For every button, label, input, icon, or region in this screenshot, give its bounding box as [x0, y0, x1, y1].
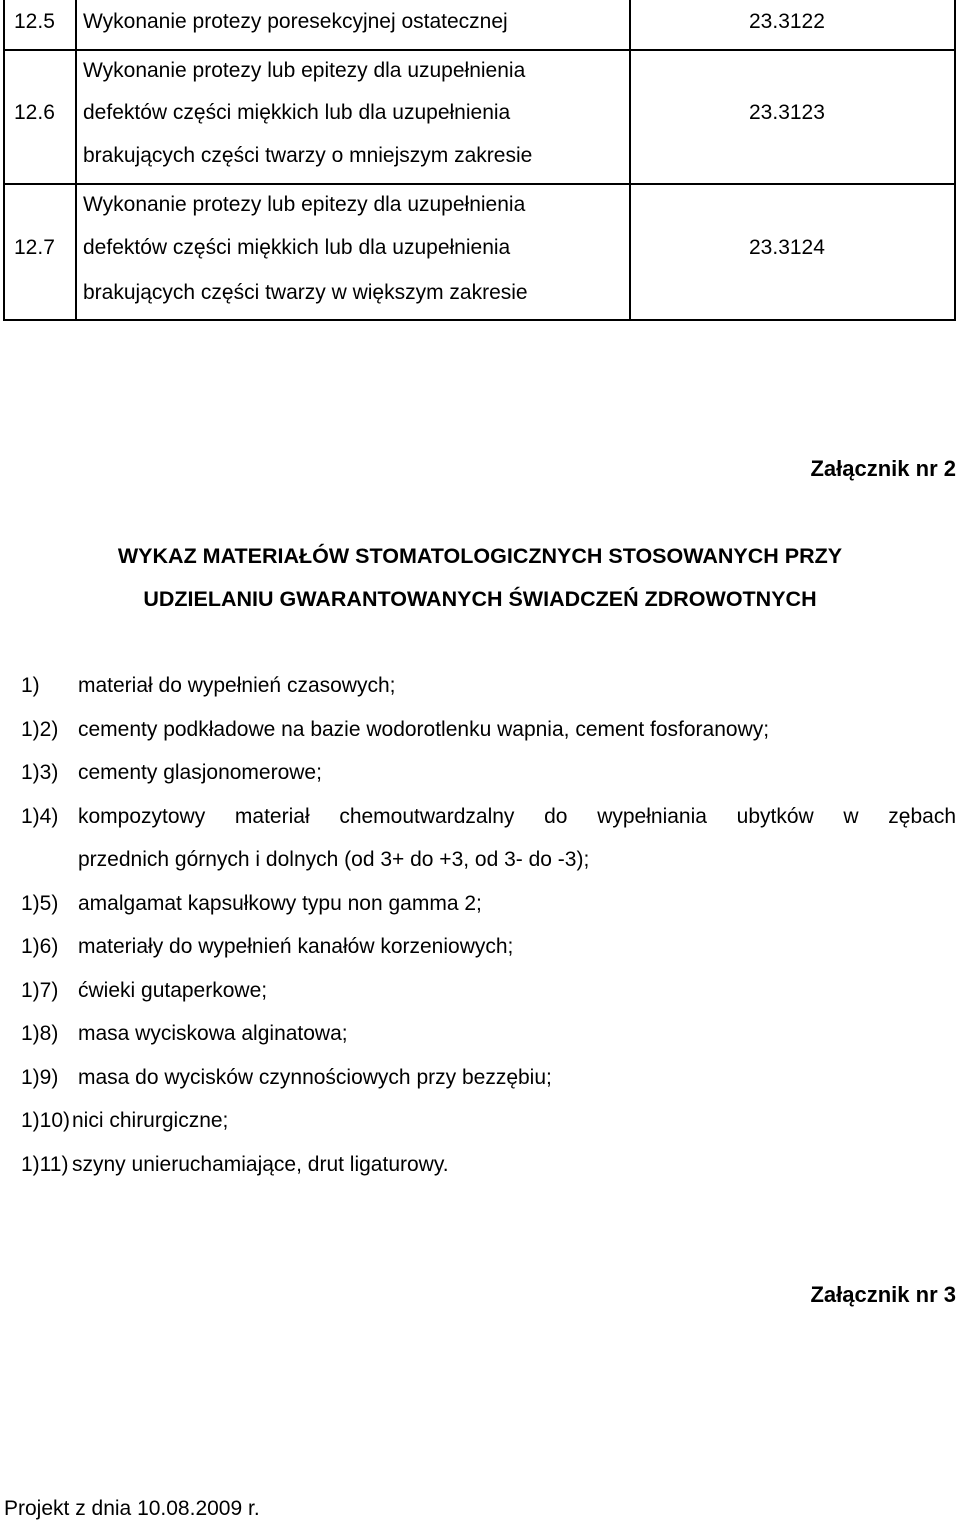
list-item-text: materiały do wypełnień kanałów korzeniowych; [78, 935, 514, 958]
list-item-number: 1)5) [21, 891, 59, 915]
list-item [21, 969, 960, 1013]
row-number: 12.6 [14, 101, 55, 124]
list-item [21, 925, 960, 969]
list-item-number: 1)10) [21, 1109, 71, 1132]
row-description-line: Wykonanie protezy lub epitezy dla uzupełnienia [83, 59, 526, 82]
list-item [21, 1143, 960, 1187]
list-item-text: cementy podkładowe na bazie wodorotlenku wapnia, cement fosforanowy; [78, 717, 770, 741]
row-description: Wykonanie protezy poresekcyjnej ostatecznej [83, 10, 508, 33]
list-item-number: 1)2) [21, 717, 59, 741]
list-item-text: szyny unieruchamiające, drut ligaturowy. [72, 1152, 449, 1176]
list-item [21, 664, 960, 708]
list-item [21, 882, 960, 926]
row-description-line: brakujących części twarzy o mniejszym zakresie [83, 144, 533, 167]
row-description-line: brakujących części twarzy w większym zakresie [83, 281, 528, 304]
list-item [21, 1012, 960, 1056]
list-item-text: masa do wycisków czynnościowych przy bezzębiu; [78, 1065, 552, 1089]
list-item-continuation: przednich górnych i dolnych (od 3+ do +3, od 3- do -3); [78, 848, 590, 871]
materials-list [21, 664, 960, 1186]
list-item-text: masa wyciskowa alginatowa; [78, 1022, 348, 1045]
table-divider [629, 0, 631, 319]
row-number: 12.7 [14, 236, 55, 259]
list-item-text: ćwieki gutaperkowe; [78, 978, 268, 1002]
row-description-line: defektów części miękkich lub dla uzupełnienia [83, 101, 511, 124]
list-item-text: nici chirurgiczne; [72, 1109, 229, 1132]
list-item [21, 1056, 960, 1100]
row-number: 12.5 [14, 10, 55, 33]
annex-2-label: Załącznik nr 2 [810, 456, 956, 481]
list-item-number: 1)6) [21, 935, 59, 958]
list-item-text: cementy glasjonomerowe; [78, 761, 322, 784]
annex-2-title-line-2: UDZIELANIU GWARANTOWANYCH ŚWIADCZEŃ ZDROWOTNYCH [143, 587, 817, 611]
list-item-number: 1)4) [21, 804, 59, 828]
row-description-line: defektów części miękkich lub dla uzupełnienia [83, 236, 511, 259]
list-item-text: materiał do wypełnień czasowych; [78, 674, 396, 697]
row-code: 23.3124 [749, 236, 825, 259]
annex-3-label: Załącznik nr 3 [810, 1282, 956, 1307]
list-item-number: 1)9) [21, 1065, 59, 1089]
row-code: 23.3123 [749, 101, 825, 124]
row-code: 23.3122 [749, 10, 825, 33]
list-item-number: 1)3) [21, 761, 59, 784]
annex-2-title-line-1: WYKAZ MATERIAŁÓW STOMATOLOGICZNYCH STOSOWANYCH PRZY [117, 544, 843, 568]
list-item [21, 1099, 960, 1143]
table-divider [75, 0, 77, 319]
list-item-number: 1)8) [21, 1022, 59, 1045]
list-item [21, 708, 960, 752]
list-item-number: 1) [21, 674, 40, 697]
list-item-text-wrap [78, 795, 956, 839]
list-item [21, 795, 960, 839]
procedures-table [3, 0, 956, 321]
list-item [21, 751, 960, 795]
list-item-text: amalgamat kapsułkowy typu non gamma 2; [78, 891, 482, 915]
draft-date-footer: Projekt z dnia 10.08.2009 r. [4, 1497, 260, 1520]
list-item-number: 1)11) [21, 1152, 69, 1176]
list-item-number: 1)7) [21, 978, 59, 1002]
list-item-text: kompozytowy materiał chemoutwardzalny do wypełniania ubytków w zębach [78, 804, 956, 828]
row-description-line: Wykonanie protezy lub epitezy dla uzupełnienia [83, 193, 526, 216]
